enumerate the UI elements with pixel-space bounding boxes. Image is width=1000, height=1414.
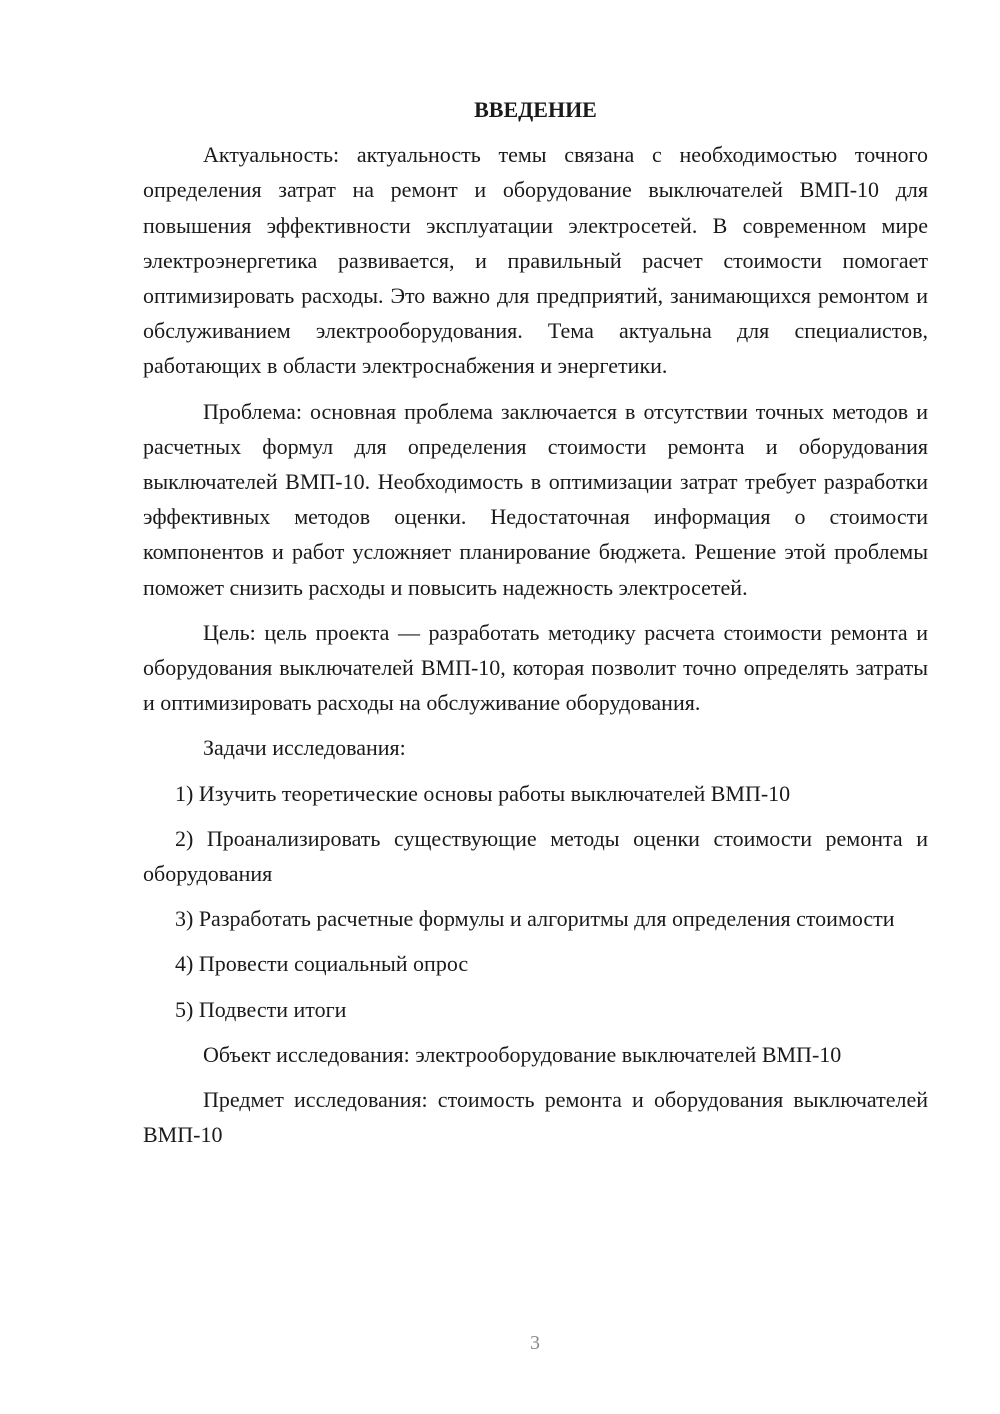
relevance-paragraph: Актуальность: актуальность темы связана с необходимостью точного определения затрат на ремонт и оборудование выключателей ВМП-10 для повышения эффективности эксплуатации электросетей. В современном мире электроэнергетика развивается, и правильный расчет стоимости помогает оптимизировать расходы. Это важно для предприятий, занимающихся ремонтом и обслуживанием электрооборудования. Тема актуальна для специалистов, работающих в области электроснабжения и энергетики.	[143, 142, 928, 379]
list-item: 2) Проанализировать существующие методы оценки стоимости ремонта и оборудования	[143, 825, 928, 887]
page-title: ВВЕДЕНИЕ	[474, 97, 597, 122]
page-number: 3	[530, 1332, 540, 1354]
document-page	[143, 92, 928, 1152]
goal-paragraph: Цель: цель проекта — разработать методику расчета стоимости ремонта и оборудования выключателей ВМП-10, которая позволит точно определять затраты и оптимизировать расходы на обслуживание оборудования.	[143, 619, 928, 716]
tasks-list	[143, 776, 928, 1027]
subject-paragraph: Предмет исследования: стоимость ремонта и оборудования выключателей ВМП-10	[143, 1087, 928, 1148]
tasks-heading: Задачи исследования:	[203, 735, 406, 761]
list-item: 1) Изучить теоретические основы работы выключателей ВМП-10	[175, 780, 791, 806]
object-paragraph: Объект исследования: электрооборудование выключателей ВМП-10	[203, 1041, 842, 1067]
list-item: 5) Подвести итоги	[175, 996, 347, 1022]
list-item: 4) Провести социальный опрос	[175, 951, 469, 977]
problem-paragraph: Проблема: основная проблема заключается в отсутствии точных методов и расчетных формул для определения стоимости ремонта и оборудования выключателей ВМП-10. Необходимость в оптимизации затрат требует разработки эффективных методов оценки. Недостаточная информация о стоимости компонентов и работ усложняет планирование бюджета. Решение этой проблемы поможет снизить расходы и повысить надежность электросетей.	[143, 398, 928, 600]
list-item: 3) Разработать расчетные формулы и алгоритмы для определения стоимости	[175, 906, 895, 932]
